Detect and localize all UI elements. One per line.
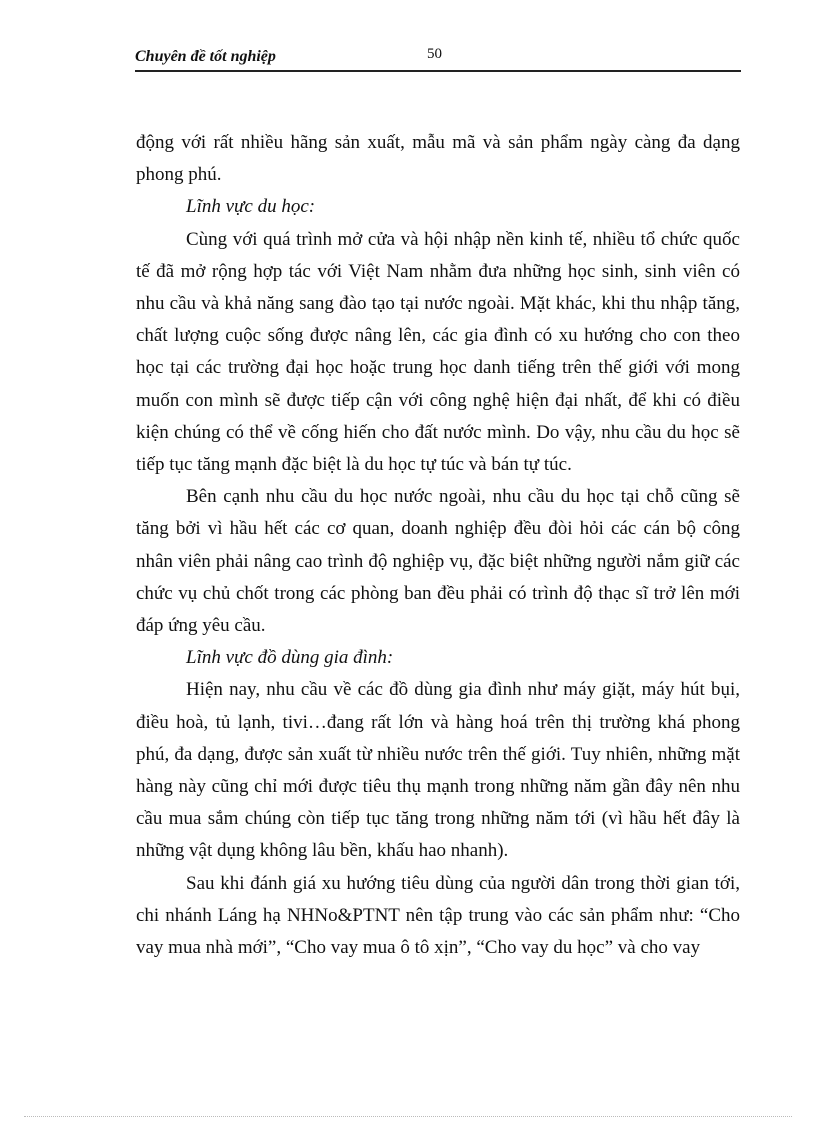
header-title: Chuyên đề tốt nghiệp <box>135 48 276 65</box>
section-heading-study-abroad: Lĩnh vực du học: <box>186 196 316 218</box>
paragraph-continuation: động với rất nhiều hãng sản xuất, mẫu mã và sản phẩm ngày càng đa dạng phong phú. <box>136 132 740 186</box>
paragraph-study-abroad-1: Cùng với quá trình mở cửa và hội nhập nền kinh tế, nhiều tổ chức quốc tế đã mở rộng hợp tác với Việt Nam nhằm đưa những học sinh, sinh viên có nhu cầu và khả năng sang đào tạo tại nước ngoài. Mặt khác, khi thu nhập tăng, chất lượng cuộc sống được nâng lên, các gia đình có xu hướng cho con theo học tại các trường đại học hoặc trung học danh tiếng trên thế giới với mong muốn con mình sẽ được tiếp cận với công nghệ hiện đại nhất, để khi có điều kiện chúng có thể về cống hiến cho đất nước mình. Do vậy, nhu cầu du học sẽ tiếp tục tăng mạnh đặc biệt là du học tự túc và bán tự túc. <box>136 228 740 476</box>
paragraph-household-1: Hiện nay, nhu cầu về các đồ dùng gia đình như máy giặt, máy hút bụi, điều hoà, tủ lạnh, tivi…đang rất lớn và hàng hoá trên thị trường khá phong phú, đa dạng, được sản xuất từ nhiều nước trên thế giới. Tuy nhiên, những mặt hàng này cũng chỉ mới được tiêu thụ mạnh trong những năm gần đây nên nhu cầu mua sắm chúng còn tiếp tục tăng trong những năm tới (vì hầu hết đây là những vật dụng không lâu bền, khấu hao nhanh). <box>136 679 740 862</box>
paragraph-conclusion: Sau khi đánh giá xu hướng tiêu dùng của người dân trong thời gian tới, chi nhánh Láng hạ NHNo&PTNT nên tập trung vào các sản phẩm như: “Cho vay mua nhà mới”, “Cho vay mua ô tô xịn”, “Cho vay du học” và cho vay <box>136 872 740 959</box>
section-heading-household: Lĩnh vực đồ dùng gia đình: <box>186 647 394 669</box>
document-body <box>136 127 740 964</box>
page-number: 50 <box>427 46 442 62</box>
page-header <box>135 46 741 72</box>
paragraph-study-abroad-2: Bên cạnh nhu cầu du học nước ngoài, nhu cầu du học tại chỗ cũng sẽ tăng bởi vì hầu hết các cơ quan, doanh nghiệp đều đòi hỏi các cán bộ công nhân viên phải nâng cao trình độ nghiệp vụ, đặc biệt những người nắm giữ các chức vụ chủ chốt trong các phòng ban đều phải có trình độ thạc sĩ trở lên mới đáp ứng yêu cầu. <box>136 486 740 637</box>
page-bottom-divider <box>24 1116 792 1117</box>
